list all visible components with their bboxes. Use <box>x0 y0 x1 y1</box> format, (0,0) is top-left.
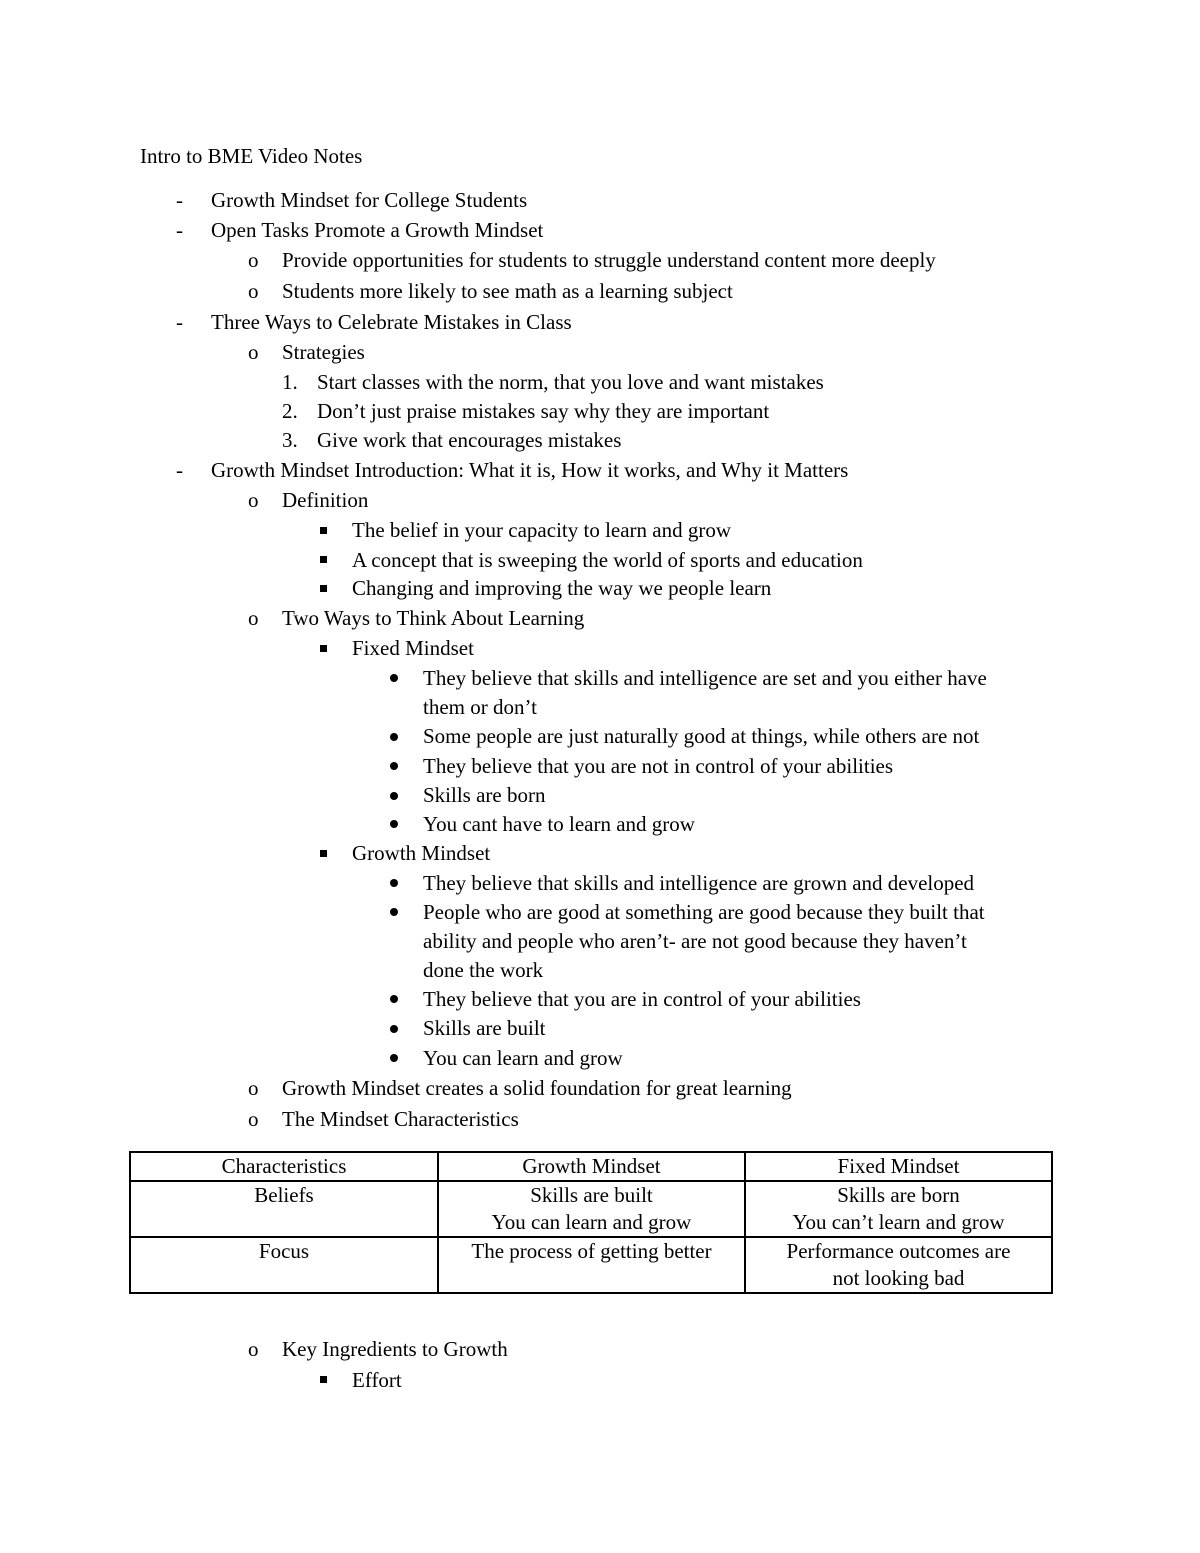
circle-bullet: o <box>248 1337 259 1361</box>
strategy-item: Don’t just praise mistakes say why they are important <box>317 399 770 423</box>
circle-bullet: o <box>248 606 259 630</box>
outline-item: Growth Mindset Introduction: What it is, How it works, and Why it Matters <box>211 458 849 482</box>
strategy-item: Give work that encourages mistakes <box>317 428 622 452</box>
square-bullet-icon <box>320 585 327 592</box>
circle-bullet: o <box>248 488 259 512</box>
round-bullet-icon <box>390 908 398 916</box>
square-bullet-icon <box>320 645 327 652</box>
square-bullet-icon <box>320 556 327 563</box>
strategy-number: 3. <box>282 428 298 452</box>
outline-subitem: Definition <box>282 488 369 512</box>
fixed-point: They believe that skills and intelligence are set and you either have <box>423 666 987 690</box>
dash-bullet: - <box>176 458 183 482</box>
round-bullet-icon <box>390 1054 398 1062</box>
table-cell <box>438 1237 745 1293</box>
dash-bullet: - <box>176 310 183 334</box>
fixed-point: Skills are born <box>423 783 546 807</box>
strategy-number: 1. <box>282 370 298 394</box>
cell-line: You can’t learn and grow <box>792 1210 1005 1234</box>
round-bullet-icon <box>390 733 398 741</box>
table-cell <box>438 1181 745 1237</box>
fixed-point: You cant have to learn and grow <box>423 812 695 836</box>
cell-line: Skills are born <box>837 1183 960 1207</box>
outline-subitem: Provide opportunities for students to struggle understand content more deeply <box>282 248 936 272</box>
definition-point: A concept that is sweeping the world of sports and education <box>352 548 863 572</box>
cell-line: Skills are built <box>530 1183 653 1207</box>
table-header-row <box>130 1152 1052 1181</box>
characteristics-table <box>129 1151 1053 1294</box>
cell-line: You can learn and grow <box>491 1210 692 1234</box>
dash-bullet: - <box>176 218 183 242</box>
dash-bullet: - <box>176 188 183 212</box>
round-bullet-icon <box>390 820 398 828</box>
mindset-label: Growth Mindset <box>352 841 491 865</box>
definition-point: The belief in your capacity to learn and grow <box>352 518 732 542</box>
round-bullet-icon <box>390 1025 398 1033</box>
table-header-cell: Fixed Mindset <box>745 1152 1052 1181</box>
growth-point-continued: done the work <box>423 958 544 982</box>
outline-subitem: Key Ingredients to Growth <box>282 1337 508 1361</box>
outline-item: Three Ways to Celebrate Mistakes in Class <box>211 310 572 334</box>
table-row-label: Focus <box>130 1237 438 1293</box>
outline-subitem: Strategies <box>282 340 365 364</box>
fixed-point-continued: them or don’t <box>423 695 537 719</box>
outline-subitem: Students more likely to see math as a learning subject <box>282 279 733 303</box>
circle-bullet: o <box>248 1107 259 1131</box>
strategy-item: Start classes with the norm, that you love and want mistakes <box>317 370 824 394</box>
document-title: Intro to BME Video Notes <box>140 144 363 168</box>
growth-point: They believe that skills and intelligence are grown and developed <box>423 871 975 895</box>
table-cell <box>745 1181 1052 1237</box>
outline-item: Open Tasks Promote a Growth Mindset <box>211 218 544 242</box>
table-row <box>130 1181 1052 1237</box>
outline-item: Growth Mindset for College Students <box>211 188 528 212</box>
mindset-label: Fixed Mindset <box>352 636 474 660</box>
outline-subitem: Two Ways to Think About Learning <box>282 606 585 630</box>
table-header-cell: Characteristics <box>130 1152 438 1181</box>
strategy-number: 2. <box>282 399 298 423</box>
cell-line: not looking bad <box>832 1266 965 1290</box>
round-bullet-icon <box>390 674 398 682</box>
growth-point: You can learn and grow <box>423 1046 623 1070</box>
cell-line: The process of getting better <box>471 1239 712 1263</box>
outline-subitem: The Mindset Characteristics <box>282 1107 519 1131</box>
fixed-point: They believe that you are not in control of your abilities <box>423 754 894 778</box>
circle-bullet: o <box>248 340 259 364</box>
round-bullet-icon <box>390 792 398 800</box>
cell-line: Performance outcomes are <box>786 1239 1011 1263</box>
table-row <box>130 1237 1052 1293</box>
square-bullet-icon <box>320 850 327 857</box>
ingredient-item: Effort <box>352 1368 402 1392</box>
outline-subitem: Growth Mindset creates a solid foundation for great learning <box>282 1076 792 1100</box>
round-bullet-icon <box>390 879 398 887</box>
round-bullet-icon <box>390 995 398 1003</box>
circle-bullet: o <box>248 279 259 303</box>
circle-bullet: o <box>248 248 259 272</box>
table-header-cell: Growth Mindset <box>438 1152 745 1181</box>
growth-point: Skills are built <box>423 1016 546 1040</box>
table-cell <box>745 1237 1052 1293</box>
square-bullet-icon <box>320 527 327 534</box>
growth-point: People who are good at something are good because they built that <box>423 900 985 924</box>
definition-point: Changing and improving the way we people learn <box>352 576 772 600</box>
circle-bullet: o <box>248 1076 259 1100</box>
growth-point: They believe that you are in control of your abilities <box>423 987 861 1011</box>
round-bullet-icon <box>390 762 398 770</box>
fixed-point: Some people are just naturally good at things, while others are not <box>423 724 980 748</box>
square-bullet-icon <box>320 1376 327 1383</box>
table-row-label: Beliefs <box>130 1181 438 1237</box>
growth-point-continued: ability and people who aren’t- are not good because they haven’t <box>423 929 967 953</box>
